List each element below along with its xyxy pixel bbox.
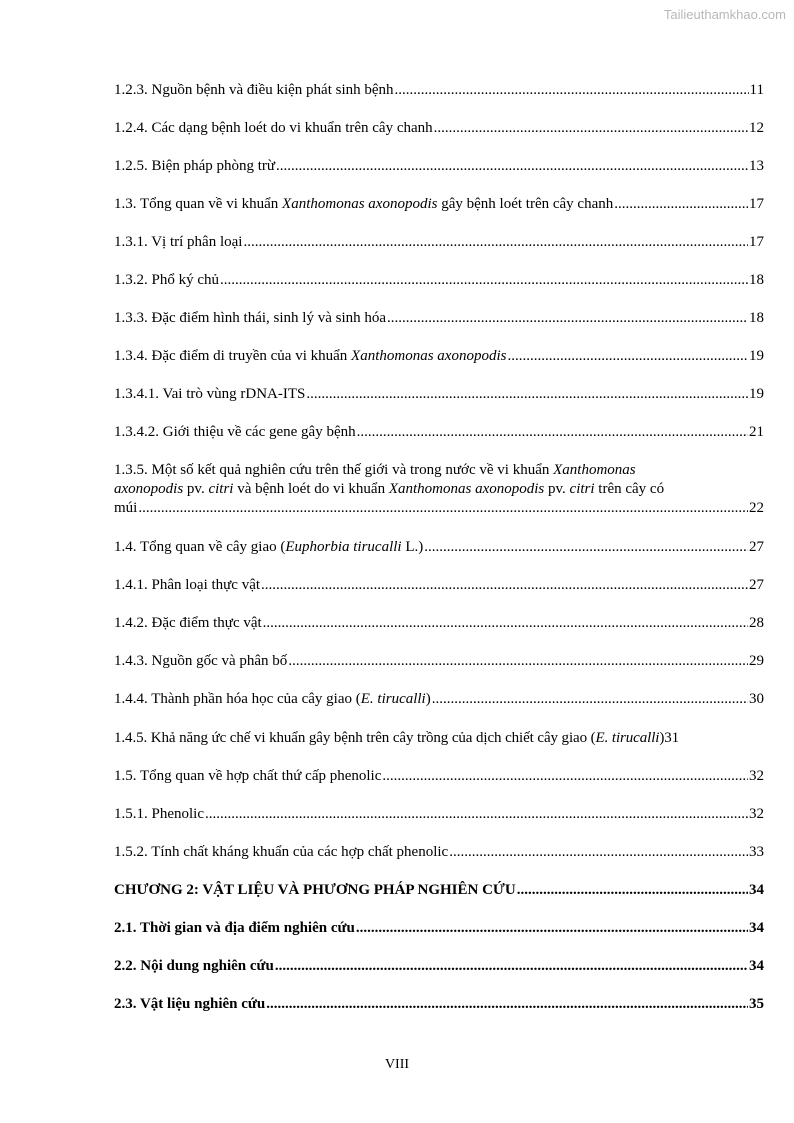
toc-leader-dots xyxy=(395,81,749,100)
toc-entry-title-italic: E. tirucalli xyxy=(360,691,426,707)
toc-entry-title-text: 1.5.2. Tính chất kháng khuẩn của các hợp chất phenolic xyxy=(114,844,449,860)
toc-entry-title-text: 2.2. Nội dung nghiên cứu xyxy=(114,958,274,974)
toc-entry-title-text: gây bệnh loét trên cây chanh xyxy=(437,196,614,212)
toc-entry[interactable] xyxy=(114,461,764,518)
toc-entry[interactable] xyxy=(114,233,764,252)
toc-entry-title-text: 1.4. Tổng quan về cây giao ( xyxy=(114,539,286,555)
toc-page-number: 35 xyxy=(749,996,764,1012)
toc-entry-title-text: 1.2.3. Nguồn bệnh và điều kiện phát sinh bệnh xyxy=(114,82,394,98)
toc-entry[interactable] xyxy=(114,347,764,366)
toc-entry-title-text: pv. xyxy=(544,481,570,497)
toc-entry-title-text: 1.3. Tổng quan về vi khuẩn xyxy=(114,196,283,212)
toc-entry[interactable] xyxy=(114,957,764,976)
toc-entry-title-text: 1.4.3. Nguồn gốc và phân bố xyxy=(114,653,288,669)
toc-entry-title-text: L.) xyxy=(401,539,424,555)
toc-entry-title-text: 1.4.2. Đặc điểm thực vật xyxy=(114,615,262,631)
toc-entry-title-italic: Xanthomonas axonopodis xyxy=(282,196,438,212)
toc-entry-title-text: và bệnh loét do vi khuẩn xyxy=(233,481,389,497)
toc-entry[interactable] xyxy=(114,119,764,138)
toc-entry-title-text: múi xyxy=(114,500,138,516)
toc-entry[interactable] xyxy=(114,919,764,938)
toc-entry-title-italic: E. tirucalli xyxy=(595,730,660,746)
toc-entry[interactable] xyxy=(114,423,764,442)
toc-entry[interactable] xyxy=(114,652,764,671)
toc-entry[interactable] xyxy=(114,690,764,709)
toc-entry[interactable] xyxy=(114,538,764,557)
toc-entry-title-italic: citri xyxy=(569,481,595,497)
toc-leader-dots xyxy=(276,157,748,176)
toc-entry-title-text: 1.3.4. Đặc điểm di truyền của vi khuẩn xyxy=(114,348,352,364)
toc-leader-dots xyxy=(261,576,748,595)
toc-leader-dots xyxy=(205,805,748,824)
toc-leader-dots xyxy=(507,347,748,366)
toc-entry[interactable] xyxy=(114,309,764,328)
toc-entry[interactable] xyxy=(114,157,764,176)
toc-entry[interactable] xyxy=(114,767,764,786)
toc-entry-title-text: pv. xyxy=(183,481,209,497)
toc-entry-title-text: 1.3.5. Một số kết quả nghiên cứu trên thế giới và trong nước về vi khuẩn xyxy=(114,462,554,478)
toc-entry-title-text: 1.3.3. Đặc điểm hình thái, sinh lý và sinh hóa xyxy=(114,310,387,326)
toc-entry[interactable] xyxy=(114,271,764,290)
toc-entry[interactable] xyxy=(114,81,764,100)
toc-entry-title-italic: axonopodis xyxy=(114,481,184,497)
toc-page-number: 12 xyxy=(749,120,764,136)
toc-leader-dots xyxy=(449,843,748,862)
toc-entry-title-text: 1.2.5. Biện pháp phòng trừ xyxy=(114,158,276,174)
toc-entry-title-text: 1.5. Tổng quan về hợp chất thứ cấp phenolic xyxy=(114,768,382,784)
toc-entry-title-italic: Xanthomonas axonopodis xyxy=(388,481,545,497)
toc-entry[interactable] xyxy=(114,385,764,404)
toc-page-number: 18 xyxy=(749,310,764,326)
toc-leader-dots xyxy=(220,271,748,290)
toc-entry-title-text: 1.4.4. Thành phần hóa học của cây giao ( xyxy=(114,691,361,707)
toc-page-number: 27 xyxy=(749,539,764,555)
toc-entry-title-text: 1.4.5. Khả năng ức chế vi khuẩn gây bệnh trên cây trồng của dịch chiết cây giao ( xyxy=(114,730,596,746)
toc-page-number: 27 xyxy=(749,577,764,593)
toc-page-number: 21 xyxy=(749,424,764,440)
toc-entry-title-text: trên cây có xyxy=(594,481,665,497)
toc-leader-dots xyxy=(517,881,748,900)
toc-entry[interactable] xyxy=(114,576,764,595)
toc-page-number: 17 xyxy=(749,234,764,250)
toc-page-number: 28 xyxy=(749,615,764,631)
toc-page-number: 13 xyxy=(749,158,764,174)
toc-entry-title-text: 1.5.1. Phenolic xyxy=(114,806,204,822)
toc-entry-title-text: 1.3.2. Phổ ký chủ xyxy=(114,272,219,288)
toc-page-number: 17 xyxy=(749,196,764,212)
page-number: VIII xyxy=(384,1057,410,1072)
toc-entry-title-italic: Xanthomonas axonopodis xyxy=(351,348,507,364)
toc-page-number: 18 xyxy=(749,272,764,288)
toc-page-number: 22 xyxy=(749,500,764,516)
toc-page-number: 29 xyxy=(749,653,764,669)
toc-entry-title-text: 2.3. Vật liệu nghiên cứu xyxy=(114,996,266,1012)
toc-entry-title-italic: Euphorbia tirucalli xyxy=(285,539,402,555)
toc-page-number: 33 xyxy=(749,844,764,860)
toc-entry[interactable] xyxy=(114,614,764,633)
toc-entry[interactable] xyxy=(114,843,764,862)
toc-leader-dots xyxy=(434,119,748,138)
toc-leader-dots xyxy=(387,309,748,328)
toc-entry[interactable] xyxy=(114,995,764,1014)
toc-entry-title-italic: citri xyxy=(208,481,234,497)
toc-leader-dots xyxy=(243,233,748,252)
toc-page-number: 11 xyxy=(749,82,764,98)
toc-leader-dots xyxy=(424,538,748,557)
toc-entry-title-text: ) xyxy=(659,730,665,746)
toc-entry-title-text: 1.3.4.1. Vai trò vùng rDNA-ITS xyxy=(114,386,306,402)
toc-leader-dots xyxy=(288,652,748,671)
toc-page-number: 34 xyxy=(749,920,764,936)
toc-leader-dots xyxy=(614,195,748,214)
toc-entry-title-italic: Xanthomonas xyxy=(553,462,636,478)
toc-leader-dots xyxy=(266,995,748,1014)
toc-entry[interactable] xyxy=(114,195,764,214)
toc-entry[interactable] xyxy=(114,729,794,748)
toc-leader-dots xyxy=(382,767,748,786)
toc-entry-title-text: 1.3.4.2. Giới thiệu về các gene gây bệnh xyxy=(114,424,356,440)
toc-leader-dots xyxy=(356,919,748,938)
toc-entry-title-text: 1.3.1. Vị trí phân loại xyxy=(114,234,243,250)
toc-entry-title-text: 1.4.1. Phân loại thực vật xyxy=(114,577,261,593)
toc-leader-dots xyxy=(138,499,748,518)
toc-leader-dots xyxy=(263,614,748,633)
watermark: Tailieuthamkhao.com xyxy=(663,7,786,22)
toc-leader-dots xyxy=(275,957,748,976)
toc-page-number: 34 xyxy=(749,958,764,974)
toc-entry-title-text: ) xyxy=(425,691,431,707)
toc-page-number: 32 xyxy=(749,806,764,822)
toc-page-number: 30 xyxy=(749,691,764,707)
toc-leader-dots xyxy=(357,423,748,442)
toc-entry-title-text: 2.1. Thời gian và địa điểm nghiên cứu xyxy=(114,920,355,936)
toc-page-number: 31 xyxy=(664,730,680,746)
toc-entry-title-text: 1.2.4. Các dạng bệnh loét do vi khuẩn trên cây chanh xyxy=(114,120,433,136)
toc-page-number: 32 xyxy=(749,768,764,784)
toc-leader-dots xyxy=(432,690,748,709)
toc-entry-title-text: CHƯƠNG 2: VẬT LIỆU VÀ PHƯƠNG PHÁP NGHIÊN CỨU xyxy=(114,882,516,898)
toc-leader-dots xyxy=(306,385,748,404)
toc-entry[interactable] xyxy=(114,881,764,900)
toc-page-number: 19 xyxy=(749,348,764,364)
toc-page-number: 34 xyxy=(749,882,764,898)
toc-page-number: 19 xyxy=(749,386,764,402)
toc-entry[interactable] xyxy=(114,805,764,824)
